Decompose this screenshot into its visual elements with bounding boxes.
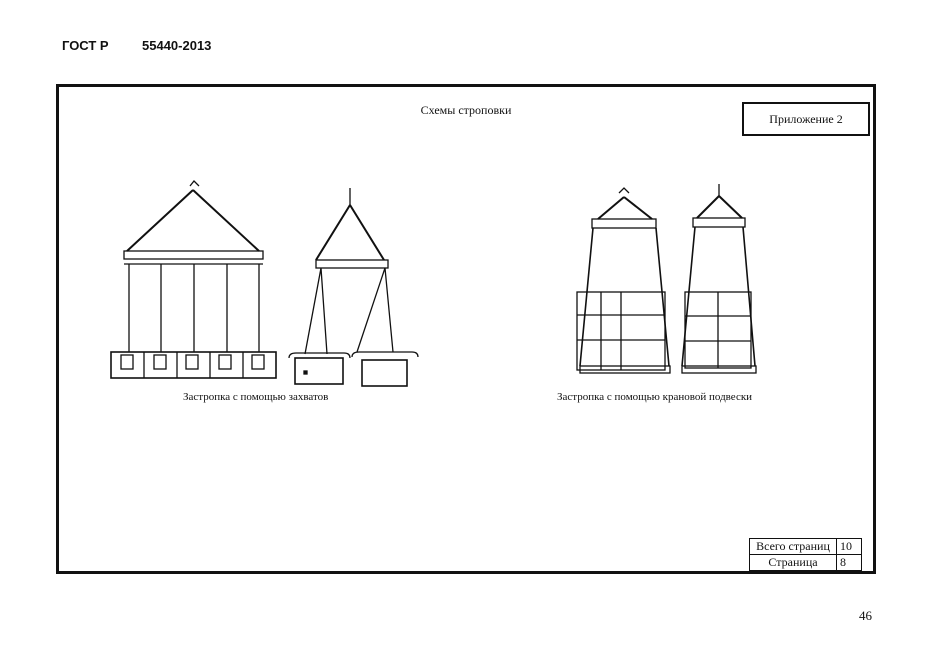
- frame-title: Схемы строповки: [420, 103, 512, 117]
- current-page-value: 8: [837, 555, 862, 571]
- diagram-traverse-grips: [289, 188, 418, 386]
- current-page-label: Страница: [750, 555, 837, 571]
- diagram-beam-grips: [111, 181, 276, 378]
- page-number: 46: [859, 608, 872, 623]
- total-pages-label: Всего страниц: [750, 539, 837, 555]
- diagram-crane-suspension-narrow: [682, 184, 756, 373]
- total-pages-value: 10: [837, 539, 862, 555]
- caption-crane-suspension: Застропка с помощью крановой подвески: [557, 391, 753, 403]
- appendix-label: Приложение 2: [742, 102, 870, 136]
- diagram-crane-suspension-wide: [577, 188, 670, 373]
- header-standard: ГОСТ Р: [62, 38, 109, 53]
- caption-grips: Застропка с помощью захватов: [183, 391, 329, 403]
- header-standard-number: 55440-2013: [142, 38, 212, 53]
